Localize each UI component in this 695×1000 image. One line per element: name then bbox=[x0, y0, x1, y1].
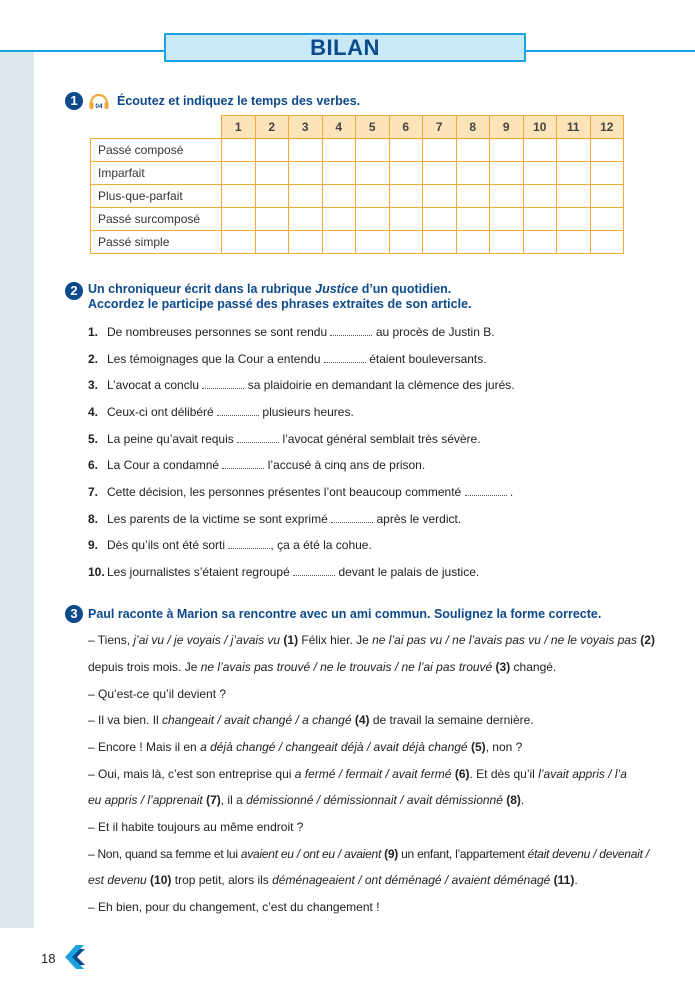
grid-cell[interactable] bbox=[590, 162, 624, 185]
grid-cell[interactable] bbox=[356, 231, 390, 254]
sentence-number: 6. bbox=[88, 458, 99, 472]
sentence-start: Les journalistes s’étaient regroupé bbox=[107, 565, 290, 579]
sentence-item bbox=[88, 512, 461, 526]
grid-col-header: 2 bbox=[255, 116, 289, 139]
sentence-end: étaient bouleversants. bbox=[369, 352, 487, 366]
grid-cell[interactable] bbox=[389, 139, 423, 162]
grid-cell[interactable] bbox=[490, 162, 524, 185]
dialogue-line bbox=[88, 633, 655, 647]
grid-row bbox=[91, 208, 624, 231]
instruction-text: d’un quotidien. bbox=[358, 282, 452, 296]
choice-number: (2) bbox=[636, 633, 655, 647]
choice-options[interactable]: déménageaient / ont déménagé / avaient déménagé bbox=[272, 873, 551, 887]
grid-cell[interactable] bbox=[255, 231, 289, 254]
dialogue-line bbox=[88, 793, 524, 807]
tense-grid bbox=[90, 115, 624, 254]
grid-cell[interactable] bbox=[523, 231, 557, 254]
grid-col-header: 1 bbox=[222, 116, 256, 139]
grid-cell[interactable] bbox=[289, 185, 323, 208]
grid-cell[interactable] bbox=[590, 185, 624, 208]
grid-cell[interactable] bbox=[255, 139, 289, 162]
dialogue-text: Félix hier. Je bbox=[298, 633, 373, 647]
grid-col-header: 4 bbox=[322, 116, 356, 139]
sentence-number: 9. bbox=[88, 538, 99, 552]
dialogue-line bbox=[88, 713, 534, 727]
grid-col-header: 10 bbox=[523, 116, 557, 139]
grid-cell[interactable] bbox=[389, 162, 423, 185]
grid-cell[interactable] bbox=[490, 185, 524, 208]
side-band bbox=[0, 52, 34, 928]
grid-cell[interactable] bbox=[490, 139, 524, 162]
grid-cell[interactable] bbox=[322, 208, 356, 231]
dialogue-line bbox=[88, 847, 649, 861]
rubric-name: Justice bbox=[315, 282, 359, 296]
sentence-number: 7. bbox=[88, 485, 99, 499]
answer-blank[interactable] bbox=[202, 380, 244, 389]
exercise-3-instruction: Paul raconte à Marion sa rencontre avec un ami commun. Soulignez la forme correcte. bbox=[88, 607, 602, 621]
choice-options[interactable]: démissionné / démissionnait / avait démissionné bbox=[246, 793, 503, 807]
dialogue-text: – Il va bien. Il bbox=[88, 713, 163, 727]
grid-cell[interactable] bbox=[456, 139, 490, 162]
grid-cell[interactable] bbox=[222, 185, 256, 208]
grid-cell[interactable] bbox=[356, 185, 390, 208]
grid-row-label: Passé composé bbox=[91, 139, 222, 162]
sentence-end: au procès de Justin B. bbox=[375, 325, 495, 339]
instruction-text: Un chroniqueur écrit dans la rubrique bbox=[88, 282, 316, 296]
sentence-end: . bbox=[509, 485, 514, 499]
answer-blank[interactable] bbox=[330, 327, 372, 336]
sentence-end: plusieurs heures. bbox=[262, 405, 354, 419]
grid-cell[interactable] bbox=[490, 231, 524, 254]
sentence-end: l’avocat général semblait très sévère. bbox=[282, 432, 481, 446]
grid-cell[interactable] bbox=[557, 231, 591, 254]
choice-number: (6) bbox=[451, 767, 470, 781]
grid-col-header: 8 bbox=[456, 116, 490, 139]
dialogue-line bbox=[88, 740, 522, 754]
sentence-item bbox=[88, 405, 354, 419]
sentence-item bbox=[88, 565, 479, 579]
grid-cell[interactable] bbox=[322, 231, 356, 254]
choice-options[interactable]: a déjà changé / changeait déjà / avait déjà changé bbox=[200, 740, 468, 754]
sentence-start: Dès qu’ils ont été sorti bbox=[107, 538, 226, 552]
grid-cell[interactable] bbox=[456, 231, 490, 254]
grid-cell[interactable] bbox=[322, 139, 356, 162]
sentence-number: 2. bbox=[88, 352, 99, 366]
exercise-1-instruction: Écoutez et indiquez le temps des verbes. bbox=[117, 94, 361, 108]
sentence-end: , ça a été la cohue. bbox=[270, 538, 372, 552]
sentence-number: 10. bbox=[88, 565, 105, 579]
grid-cell[interactable] bbox=[222, 162, 256, 185]
grid-cell[interactable] bbox=[222, 208, 256, 231]
grid-row bbox=[91, 139, 624, 162]
title-banner bbox=[164, 33, 526, 62]
grid-cell[interactable] bbox=[423, 208, 457, 231]
choice-options[interactable]: eu appris / l’apprenait bbox=[88, 793, 203, 807]
grid-cell[interactable] bbox=[356, 208, 390, 231]
grid-header-row bbox=[91, 116, 624, 139]
choice-options[interactable]: changeait / avait changé / a changé bbox=[162, 713, 352, 727]
choice-number: (8) bbox=[502, 793, 521, 807]
dialogue-line: – Qu’est-ce qu’il devient ? bbox=[88, 687, 227, 701]
grid-cell[interactable] bbox=[289, 162, 323, 185]
sentence-start: Les parents de la victime se sont exprimé bbox=[107, 512, 328, 526]
choice-options[interactable]: j’ai vu / je voyais / j’avais vu bbox=[133, 633, 281, 647]
answer-blank[interactable] bbox=[331, 514, 373, 523]
choice-number: (7) bbox=[202, 793, 221, 807]
choice-number: (4) bbox=[351, 713, 370, 727]
grid-cell[interactable] bbox=[590, 139, 624, 162]
sentence-end: devant le palais de justice. bbox=[338, 565, 480, 579]
answer-blank[interactable] bbox=[222, 460, 264, 469]
grid-cell[interactable] bbox=[322, 185, 356, 208]
grid-col-header: 9 bbox=[490, 116, 524, 139]
grid-row bbox=[91, 162, 624, 185]
grid-cell[interactable] bbox=[356, 139, 390, 162]
answer-blank[interactable] bbox=[465, 487, 507, 496]
grid-row bbox=[91, 185, 624, 208]
dialogue-text: un enfant, l’appartement bbox=[398, 847, 528, 861]
sentence-item bbox=[88, 378, 515, 392]
sentence-start: La peine qu’avait requis bbox=[107, 432, 234, 446]
grid-cell[interactable] bbox=[423, 162, 457, 185]
choice-number: (5) bbox=[467, 740, 486, 754]
sentence-number: 3. bbox=[88, 378, 99, 392]
chevron-left-icon bbox=[64, 944, 88, 970]
choice-number: (10) bbox=[146, 873, 172, 887]
dialogue-text: – Tiens, bbox=[88, 633, 134, 647]
headphones-icon[interactable] bbox=[88, 91, 110, 111]
grid-col-header: 3 bbox=[289, 116, 323, 139]
choice-number: (1) bbox=[280, 633, 299, 647]
grid-cell[interactable] bbox=[557, 185, 591, 208]
grid-corner bbox=[91, 116, 222, 139]
grid-cell[interactable] bbox=[389, 208, 423, 231]
grid-cell[interactable] bbox=[289, 208, 323, 231]
dialogue-text: depuis trois mois. Je bbox=[88, 660, 201, 674]
exercise-2-instruction-line1 bbox=[88, 282, 451, 297]
grid-row bbox=[91, 231, 624, 254]
grid-cell[interactable] bbox=[255, 185, 289, 208]
audio-track-number: 04 bbox=[95, 103, 103, 110]
sentence-start: La Cour a condamné bbox=[107, 458, 220, 472]
grid-col-header: 12 bbox=[590, 116, 624, 139]
sentence-item bbox=[88, 485, 513, 499]
dialogue-line: – Eh bien, pour du changement, c’est du changement ! bbox=[88, 900, 380, 914]
answer-blank[interactable] bbox=[293, 567, 335, 576]
sentence-item bbox=[88, 352, 487, 366]
grid-cell[interactable] bbox=[523, 162, 557, 185]
sentence-number: 4. bbox=[88, 405, 99, 419]
grid-cell[interactable] bbox=[423, 231, 457, 254]
grid-cell[interactable] bbox=[456, 185, 490, 208]
page-title: BILAN bbox=[310, 35, 380, 60]
grid-row-label: Imparfait bbox=[91, 162, 222, 185]
grid-cell[interactable] bbox=[356, 162, 390, 185]
dialogue-text: – Encore ! Mais il en bbox=[88, 740, 201, 754]
dialogue-line bbox=[88, 873, 578, 887]
exercise-1-number: 1 bbox=[65, 92, 83, 110]
grid-col-header: 6 bbox=[389, 116, 423, 139]
dialogue-text: trop petit, alors ils bbox=[171, 873, 273, 887]
answer-blank[interactable] bbox=[237, 434, 279, 443]
dialogue-text: de travail la semaine dernière. bbox=[369, 713, 534, 727]
sentence-number: 8. bbox=[88, 512, 99, 526]
dialogue-text: . bbox=[520, 793, 525, 807]
grid-cell[interactable] bbox=[222, 139, 256, 162]
exercise-2-instruction-line2: Accordez le participe passé des phrases extraites de son article. bbox=[88, 297, 472, 311]
grid-cell[interactable] bbox=[557, 139, 591, 162]
answer-blank[interactable] bbox=[228, 540, 270, 549]
grid-cell[interactable] bbox=[255, 162, 289, 185]
grid-cell[interactable] bbox=[456, 162, 490, 185]
grid-cell[interactable] bbox=[423, 139, 457, 162]
grid-cell[interactable] bbox=[523, 139, 557, 162]
sentence-end: sa plaidoirie en demandant la clémence des jurés. bbox=[247, 378, 515, 392]
dialogue-text: , il a bbox=[220, 793, 247, 807]
grid-row-label: Plus-que-parfait bbox=[91, 185, 222, 208]
grid-cell[interactable] bbox=[590, 208, 624, 231]
sentence-start: Cette décision, les personnes présentes l’ont beaucoup commenté bbox=[107, 485, 462, 499]
sentence-item bbox=[88, 325, 495, 339]
choice-options[interactable]: ne l’ai pas vu / ne l’avais pas vu / ne le voyais pas bbox=[372, 633, 637, 647]
grid-cell[interactable] bbox=[557, 162, 591, 185]
dialogue-text: – Oui, mais là, c’est son entreprise qui bbox=[88, 767, 295, 781]
sentence-end: l’accusé à cinq ans de prison. bbox=[267, 458, 426, 472]
grid-cell[interactable] bbox=[389, 185, 423, 208]
dialogue-text: , non ? bbox=[485, 740, 523, 754]
dialogue-text: . Et dès qu’il bbox=[469, 767, 539, 781]
grid-cell[interactable] bbox=[456, 208, 490, 231]
grid-cell[interactable] bbox=[389, 231, 423, 254]
answer-blank[interactable] bbox=[217, 407, 259, 416]
sentence-start: Ceux-ci ont délibéré bbox=[107, 405, 214, 419]
dialogue-text: – Non, quand sa femme et lui bbox=[88, 847, 241, 861]
sentence-number: 1. bbox=[88, 325, 99, 339]
grid-cell[interactable] bbox=[423, 185, 457, 208]
grid-cell[interactable] bbox=[289, 231, 323, 254]
exercise-3-number: 3 bbox=[65, 605, 83, 623]
choice-number: (9) bbox=[381, 847, 399, 861]
answer-blank[interactable] bbox=[324, 354, 366, 363]
choice-options[interactable]: était devenu / devenait / bbox=[527, 847, 649, 861]
dialogue-line: – Et il habite toujours au même endroit ? bbox=[88, 820, 304, 834]
grid-cell[interactable] bbox=[557, 208, 591, 231]
sentence-start: Les témoignages que la Cour a entendu bbox=[107, 352, 321, 366]
grid-cell[interactable] bbox=[322, 162, 356, 185]
dialogue-line bbox=[88, 660, 556, 674]
grid-row-label: Passé surcomposé bbox=[91, 208, 222, 231]
grid-cell[interactable] bbox=[490, 208, 524, 231]
grid-row-label: Passé simple bbox=[91, 231, 222, 254]
choice-options[interactable]: a fermé / fermait / avait fermé bbox=[294, 767, 452, 781]
sentence-item bbox=[88, 458, 425, 472]
sentence-end: après le verdict. bbox=[376, 512, 462, 526]
page-number: 18 bbox=[41, 951, 56, 966]
choice-options[interactable]: ne l’avais pas trouvé / ne le trouvais / ne l’ai pas trouvé bbox=[200, 660, 493, 674]
grid-col-header: 11 bbox=[557, 116, 591, 139]
grid-cell[interactable] bbox=[523, 185, 557, 208]
sentence-start: De nombreuses personnes se sont rendu bbox=[107, 325, 328, 339]
sentence-item bbox=[88, 538, 372, 552]
dialogue-text: changé. bbox=[510, 660, 557, 674]
grid-cell[interactable] bbox=[255, 208, 289, 231]
grid-cell[interactable] bbox=[222, 231, 256, 254]
grid-col-header: 7 bbox=[423, 116, 457, 139]
grid-cell[interactable] bbox=[523, 208, 557, 231]
sentence-item bbox=[88, 432, 481, 446]
exercise-2-number: 2 bbox=[65, 282, 83, 300]
choice-number: (11) bbox=[550, 873, 575, 887]
sentence-number: 5. bbox=[88, 432, 99, 446]
choice-number: (3) bbox=[492, 660, 511, 674]
choice-options[interactable]: est devenu bbox=[88, 873, 147, 887]
choice-options[interactable]: l’avait appris / l’a bbox=[538, 767, 627, 781]
grid-cell[interactable] bbox=[289, 139, 323, 162]
dialogue-line bbox=[88, 767, 627, 781]
grid-cell[interactable] bbox=[590, 231, 624, 254]
dialogue-text: . bbox=[574, 873, 578, 887]
grid-col-header: 5 bbox=[356, 116, 390, 139]
sentence-start: L’avocat a conclu bbox=[107, 378, 200, 392]
choice-options[interactable]: avaient eu / ont eu / avaient bbox=[240, 847, 382, 861]
